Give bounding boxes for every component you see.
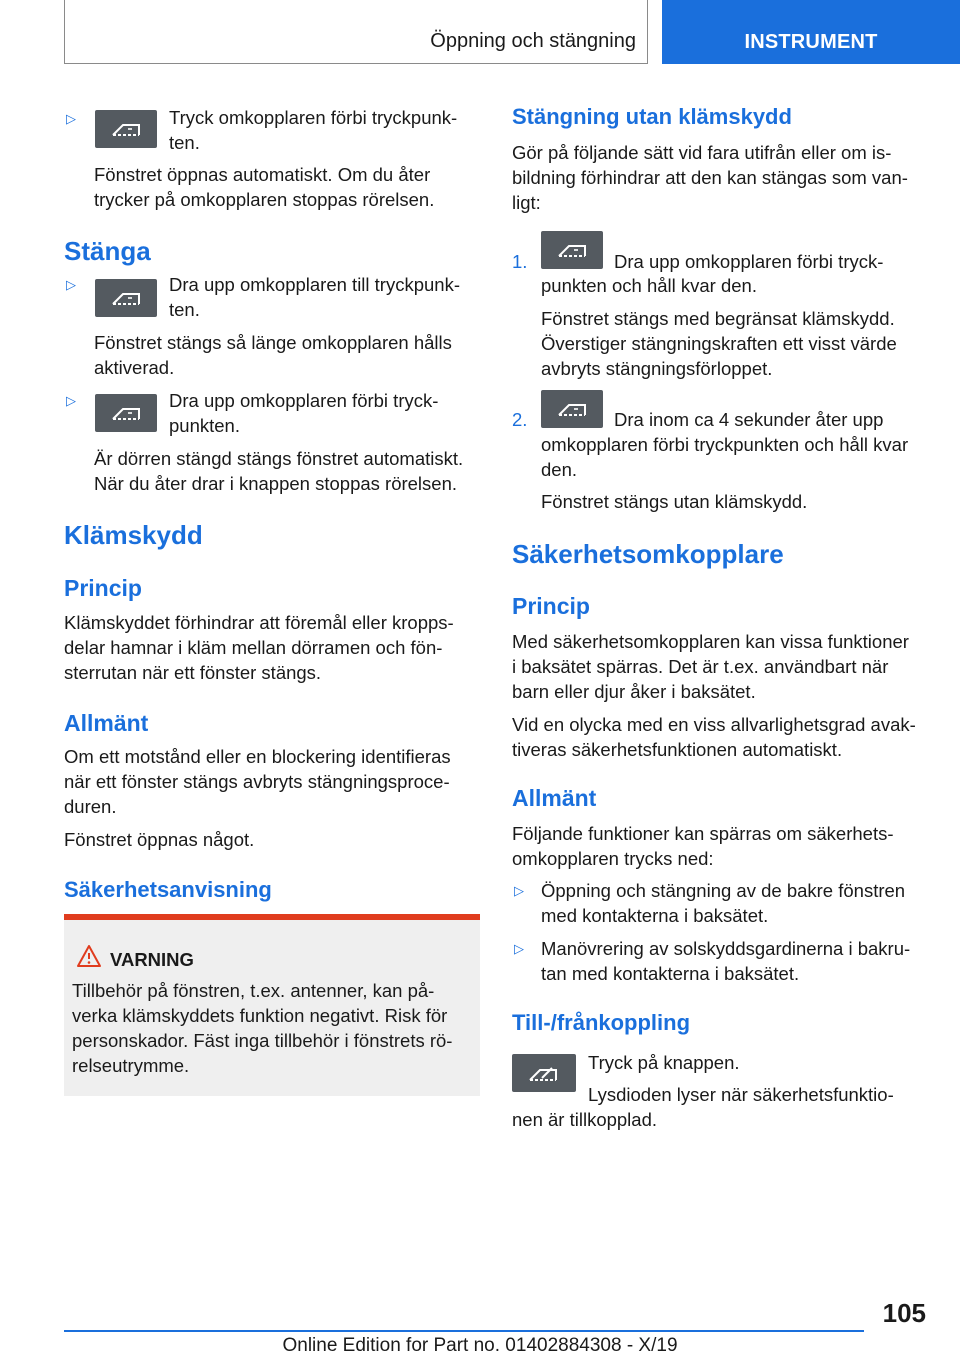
princip-right-line3: barn eller djur åker i baksätet. bbox=[512, 681, 756, 702]
window-switch-icon bbox=[541, 390, 603, 428]
allmant-line3: duren. bbox=[64, 796, 117, 817]
step2-number: 2. bbox=[512, 409, 528, 430]
allmant-right-line2: omkopplaren trycks ned: bbox=[512, 848, 714, 869]
princip-right-line1: Med säkerhetsomkopplaren kan vissa funktioner bbox=[512, 631, 909, 652]
step2-line1: Dra inom ca 4 sekunder åter upp bbox=[614, 409, 884, 430]
warning-line1: Tillbehör på fönstren, t.ex. antenner, kan på- bbox=[72, 980, 435, 1001]
bullet2-line2: tan med kontakterna i baksätet. bbox=[541, 963, 800, 984]
item1-desc2: trycker på omkopplaren stoppas rörelsen. bbox=[94, 189, 435, 210]
item3-line1: Dra upp omkopplaren förbi tryck- bbox=[169, 390, 439, 411]
stang-line2: bildning förhindrar att den kan stängas som van- bbox=[512, 167, 908, 188]
edition-note: Online Edition for Part no. 01402884308 - X/19 bbox=[282, 1335, 678, 1356]
heading-stangning-utan-klamskydd: Stängning utan klämskydd bbox=[512, 104, 792, 129]
allmant-right-line1: Följande funktioner kan spärras om säkerhets- bbox=[512, 823, 894, 844]
tab-instrument[interactable]: INSTRUMENT bbox=[662, 0, 960, 64]
warning-line4: relseutrymme. bbox=[72, 1055, 190, 1076]
item2-desc2: aktiverad. bbox=[94, 357, 175, 378]
heading-klamskydd: Klämskydd bbox=[64, 520, 203, 550]
window-switch-icon bbox=[95, 110, 157, 148]
window-switch-icon bbox=[541, 231, 603, 269]
window-switch-icon bbox=[95, 394, 157, 432]
step2-desc1: Fönstret stängs utan klämskydd. bbox=[541, 491, 808, 512]
heading-sakerhetsomkopplare: Säkerhetsomkopplare bbox=[512, 539, 784, 569]
step1-desc1: Fönstret stängs med begränsat klämskydd. bbox=[541, 308, 895, 329]
item2-line1: Dra upp omkopplaren till tryckpunk- bbox=[169, 274, 460, 295]
heading-princip-right: Princip bbox=[512, 593, 590, 619]
step1-number: 1. bbox=[512, 251, 528, 272]
section-title: Öppning och stängning bbox=[430, 30, 636, 52]
page-number: 105 bbox=[882, 1298, 926, 1328]
bullet1-line2: med kontakterna i baksätet. bbox=[541, 905, 769, 926]
heading-allmant-right: Allmänt bbox=[512, 785, 597, 811]
princip-right-line5: tiveras säkerhetsfunktionen automatiskt. bbox=[512, 739, 843, 760]
warning-triangle-icon bbox=[76, 944, 102, 968]
heading-princip: Princip bbox=[64, 575, 142, 601]
princip-line3: sterrutan när ett fönster stängs. bbox=[64, 662, 322, 683]
stang-line1: Gör på följande sätt vid fara utifrån eller om is- bbox=[512, 142, 892, 163]
item3-line2: punkten. bbox=[169, 415, 240, 436]
step1-line2: punkten och håll kvar den. bbox=[541, 275, 757, 296]
warning-title: VARNING bbox=[110, 949, 194, 970]
allmant-line2: när ett fönster stängs avbryts stängningsproce- bbox=[64, 771, 450, 792]
princip-line2: delar hamnar i kläm mellan dörramen och fön- bbox=[64, 637, 443, 658]
warning-line3: personskador. Fäst inga tillbehör i fönstrets rö- bbox=[72, 1030, 453, 1051]
step1-line1: Dra upp omkopplaren förbi tryck- bbox=[614, 251, 884, 272]
item1-desc1: Fönstret öppnas automatiskt. Om du åter bbox=[94, 164, 431, 185]
till-line3: nen är tillkopplad. bbox=[512, 1109, 658, 1130]
bullet-triangle-icon: ▷ bbox=[66, 111, 76, 126]
item2-line2: ten. bbox=[169, 299, 200, 320]
item1-line2: ten. bbox=[169, 132, 200, 153]
allmant-line4: Fönstret öppnas något. bbox=[64, 829, 255, 850]
princip-line1: Klämskyddet förhindrar att föremål eller kropps- bbox=[64, 612, 454, 633]
step2-line2: omkopplaren förbi tryckpunkten och håll kvar bbox=[541, 434, 909, 455]
allmant-line1: Om ett motstånd eller en blockering identifieras bbox=[64, 746, 451, 767]
bullet-triangle-icon: ▷ bbox=[514, 941, 524, 956]
step2-line3: den. bbox=[541, 459, 578, 480]
bullet-triangle-icon: ▷ bbox=[66, 277, 76, 292]
item3-desc2: När du åter drar i knappen stoppas rörelsen. bbox=[94, 473, 458, 494]
princip-right-line4: Vid en olycka med en viss allvarlighetsgrad avak- bbox=[512, 714, 916, 735]
bullet2-line1: Manövrering av solskyddsgardinerna i bakru- bbox=[541, 938, 911, 959]
bullet-triangle-icon: ▷ bbox=[66, 393, 76, 408]
warning-box bbox=[64, 914, 480, 1096]
till-line1: Tryck på knappen. bbox=[588, 1052, 740, 1073]
item2-desc1: Fönstret stängs så länge omkopplaren hålls bbox=[94, 332, 452, 353]
item3-desc1: Är dörren stängd stängs fönstret automatiskt. bbox=[94, 448, 464, 469]
footer-divider bbox=[64, 1330, 864, 1332]
princip-right-line2: i baksätet spärras. Det är t.ex. användbart när bbox=[512, 656, 889, 677]
warning-line2: verka klämskyddets funktion negativt. Risk för bbox=[72, 1005, 448, 1026]
stang-line3: ligt: bbox=[512, 192, 541, 213]
till-line2: Lysdioden lyser när säkerhetsfunktio- bbox=[588, 1084, 894, 1105]
heading-till-frankoppling: Till-/frånkoppling bbox=[512, 1010, 691, 1035]
item1-line1: Tryck omkopplaren förbi tryckpunk- bbox=[169, 107, 458, 128]
heading-allmant: Allmänt bbox=[64, 710, 149, 736]
heading-sakerhetsanvisning: Säkerhetsanvisning bbox=[64, 877, 272, 902]
heading-stanga: Stänga bbox=[64, 236, 151, 266]
bullet-triangle-icon: ▷ bbox=[514, 883, 524, 898]
step1-desc3: avbryts stängningsförloppet. bbox=[541, 358, 773, 379]
safety-switch-icon bbox=[512, 1054, 576, 1092]
bullet1-line1: Öppning och stängning av de bakre fönstren bbox=[541, 880, 906, 901]
step1-desc2: Överstiger stängningskraften ett visst värde bbox=[541, 333, 897, 354]
window-switch-icon bbox=[95, 279, 157, 317]
